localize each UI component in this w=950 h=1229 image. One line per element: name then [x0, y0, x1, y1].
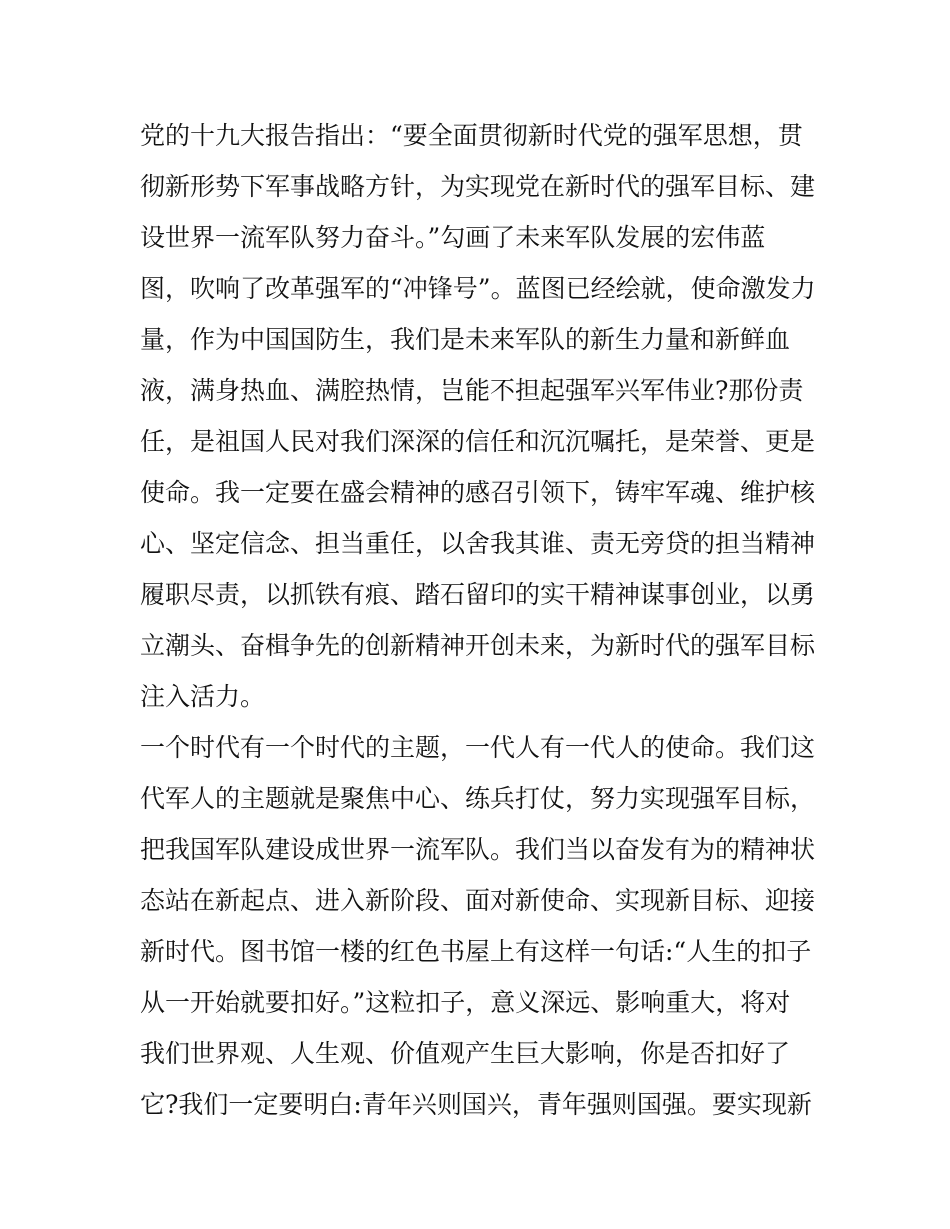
text-line-4: 图，吹响了改革强军的“冲锋号”。蓝图已经绘就，使命激发力 — [140, 274, 816, 303]
text-line-14: 代军人的主题就是聚焦中心、练兵打仗，努力实现强军目标， — [140, 784, 816, 813]
text-line-7: 任，是祖国人民对我们深深的信任和沉沉嘱托，是荣誉、更是 — [140, 427, 816, 456]
text-line-18: 从一开始就要扣好。”这粒扣子，意义深远、影响重大，将对 — [140, 988, 791, 1017]
text-line-5: 量，作为中国国防生，我们是未来军队的新生力量和新鲜血 — [140, 325, 791, 354]
text-line-1: 党的十九大报告指出：“要全面贯彻新时代党的强军思想，贯 — [140, 121, 803, 150]
text-line-2: 彻新形势下军事战略方针，为实现党在新时代的强军目标、建 — [140, 172, 816, 201]
body-text — [140, 110, 820, 1130]
text-line-19: 我们世界观、人生观、价值观产生巨大影响，你是否扣好了 — [140, 1039, 791, 1068]
text-line-3: 设世界一流军队努力奋斗。”勾画了未来军队发展的宏伟蓝 — [140, 223, 766, 252]
text-line-6: 液，满身热血、满腔热情，岂能不担起强军兴军伟业?那份责 — [140, 376, 804, 405]
text-line-8: 使命。我一定要在盛会精神的感召引领下，铸牢军魂、维护核 — [140, 478, 816, 507]
text-line-9: 心、坚定信念、担当重任，以舍我其谁、责无旁贷的担当精神 — [140, 529, 816, 558]
text-line-16: 态站在新起点、进入新阶段、面对新使命、实现新目标、迎接 — [140, 886, 816, 915]
text-line-20: 它?我们一定要明白:青年兴则国兴，青年强则国强。要实现新 — [140, 1090, 812, 1119]
text-line-15: 把我国军队建设成世界一流军队。我们当以奋发有为的精神状 — [140, 835, 816, 864]
text-line-10: 履职尽责，以抓铁有痕、踏石留印的实干精神谋事创业，以勇 — [140, 580, 816, 609]
text-line-13: 一个时代有一个时代的主题，一代人有一代人的使命。我们这 — [140, 733, 816, 762]
text-line-17: 新时代。图书馆一楼的红色书屋上有这样一句话:“人生的扣子 — [140, 937, 812, 966]
text-line-11: 立潮头、奋楫争先的创新精神开创未来，为新时代的强军目标 — [140, 631, 816, 660]
text-line-12: 注入活力。 — [140, 682, 266, 711]
